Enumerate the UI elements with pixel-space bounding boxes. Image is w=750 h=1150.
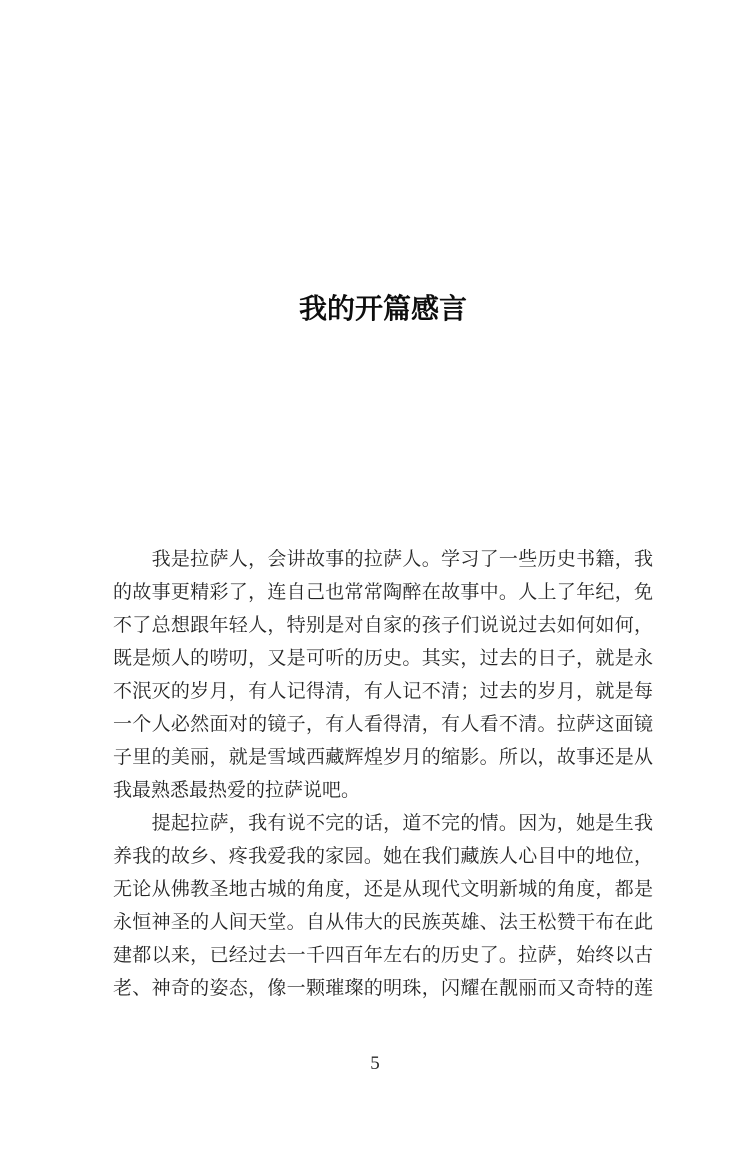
text-line: 不了总想跟年轻人，特别是对自家的孩子们说说过去如何如何， <box>113 615 653 636</box>
text-line: 我最熟悉最热爱的拉萨说吧。 <box>113 780 361 801</box>
text-body <box>113 543 653 1005</box>
text-line: 建都以来，已经过去一千四百年左右的历史了。拉萨，始终以古 <box>113 945 653 966</box>
text-line: 养我的故乡、疼我爱我的家园。她在我们藏族人心目中的地位， <box>113 846 653 867</box>
text-line: 提起拉萨，我有说不完的话，道不完的情。因为，她是生我 <box>113 813 653 834</box>
text-line: 子里的美丽，就是雪域西藏辉煌岁月的缩影。所以，故事还是从 <box>113 747 653 768</box>
text-line: 我是拉萨人，会讲故事的拉萨人。学习了一些历史书籍，我 <box>113 549 653 570</box>
text-line: 的故事更精彩了，连自己也常常陶醉在故事中。人上了年纪，免 <box>113 582 653 603</box>
text-line: 老、神奇的姿态，像一颗璀璨的明珠，闪耀在靓丽而又奇特的莲 <box>113 978 653 999</box>
text-line: 不泯灭的岁月，有人记得清，有人记不清；过去的岁月，就是每 <box>113 681 653 702</box>
paragraph <box>113 807 653 1005</box>
text-line: 永恒神圣的人间天堂。自从伟大的民族英雄、法王松赞干布在此 <box>113 912 653 933</box>
paragraph <box>113 543 653 807</box>
chapter-title: 我的开篇感言 <box>298 294 467 325</box>
page-number: 5 <box>370 1053 380 1074</box>
text-line: 既是烦人的唠叨，又是可听的历史。其实，过去的日子，就是永 <box>113 648 653 669</box>
text-line: 一个人必然面对的镜子，有人看得清，有人看不清。拉萨这面镜 <box>113 714 653 735</box>
text-line: 无论从佛教圣地古城的角度，还是从现代文明新城的角度，都是 <box>113 879 653 900</box>
